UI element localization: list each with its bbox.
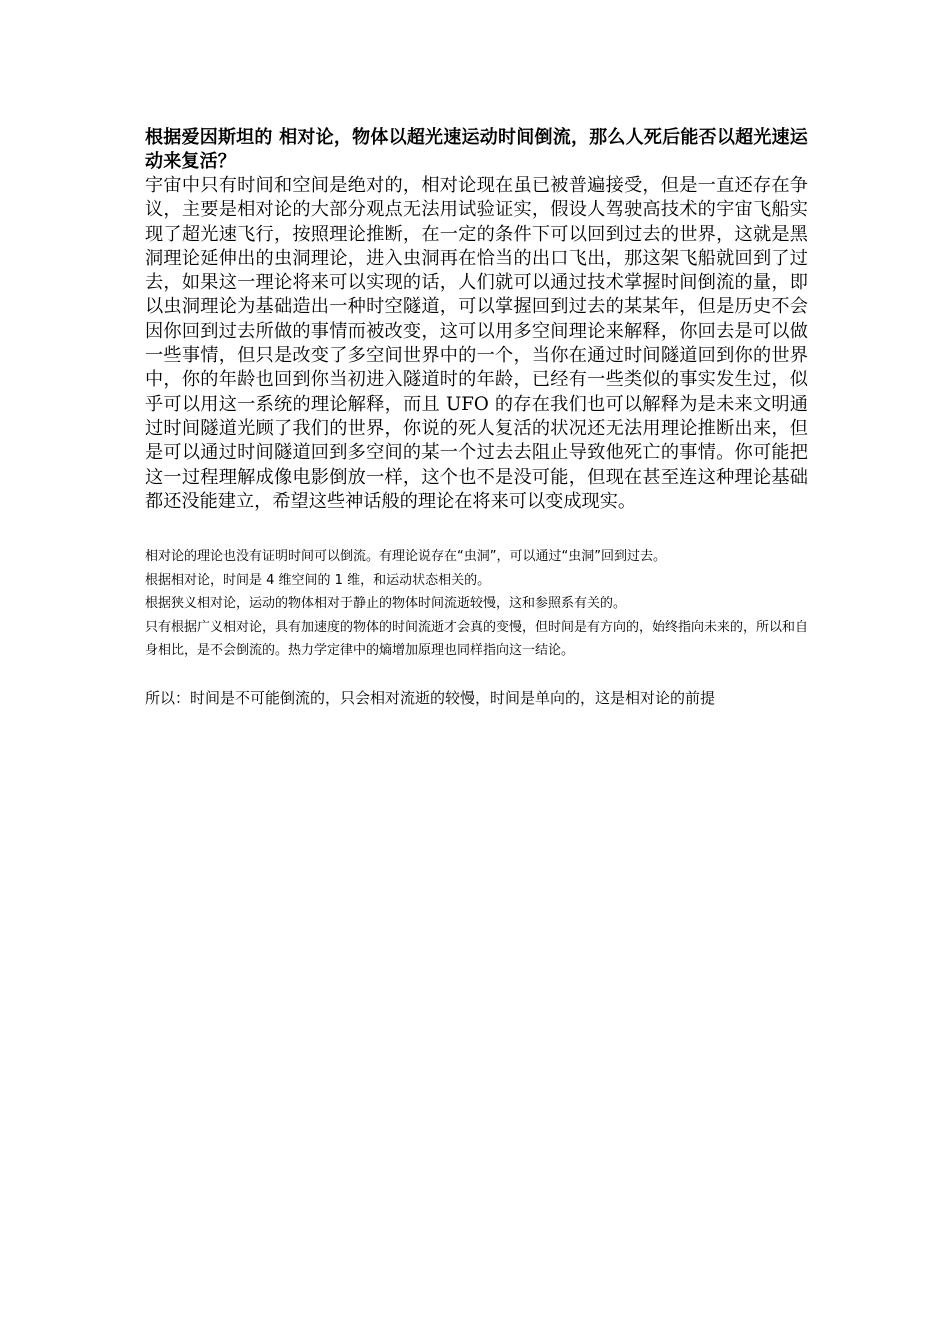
answer-line-2: 根据相对论，时间是 4 维空间的 1 维，和运动状态相关的。 [145,572,491,588]
document-content [145,126,808,711]
answer-line-3: 根据狭义相对论，运动的物体相对于静止的物体时间流逝较慢，这和参照系有关的。 [145,596,627,612]
secondary-answer [145,545,808,663]
answer-line-1: 相对论的理论也没有证明时间可以倒流。有理论说存在“虫洞”，可以通过“虫洞”回到过去。 [145,549,666,565]
answer-body-paragraph: 宇宙中只有时间和空间是绝对的，相对论现在虽已被普遍接受，但是一直还存在争议，主要是相对论的大部分观点无法用试验证实，假设人驾驶高技术的宇宙飞船实现了超光速飞行，按照理论推断，在一定的条件下可以回到过去的世界，这就是黑洞理论延伸出的虫洞理论，进入虫洞再在恰当的出口飞出，那这架飞船就回到了过去，如果这一理论将来可以实现的话，人们就可以通过技术掌握时间倒流的量，即以虫洞理论为基础造出一种时空隧道，可以掌握回到过去的某某年，但是历史不会因你回到过去所做的事情而被改变，这可以用多空间理论来解释，你回去是可以做一些事情，但只是改变了多空间世界中的一个，当你在通过时间隧道回到你的世界中，你的年龄也回到你当初进入隧道时的年龄，已经有一些类似的事实发生过，似乎可以用这一系统的理论解释，而且 UFO 的存在我们也可以解释为是未来文明通过时间隧道光顾了我们的世界，你说的死人复活的状况还无法用理论推断出来，但是可以通过时间隧道回到多空间的某一个过去去阻止导致他死亡的事情。你可能把这一过程理解成像电影倒放一样，这个也不是没可能，但现在甚至连这种理论基础都还没能建立，希望这些神话般的理论在将来可以变成现实。 [145,175,808,512]
conclusion-paragraph: 所以：时间是不可能倒流的，只会相对流逝的较慢，时间是单向的，这是相对论的前提 [145,688,716,707]
question-title: 根据爱因斯坦的 相对论，物体以超光速运动时间倒流，那么人死后能否以超光速运动来复活？ [145,127,808,172]
answer-line-4: 只有根据广义相对论，具有加速度的物体的时间流逝才会真的变慢，但时间是有方向的，始终指向未来的，所以和自身相比，是不会倒流的。热力学定律中的熵增加原理也同样指向这一结论。 [145,619,809,659]
